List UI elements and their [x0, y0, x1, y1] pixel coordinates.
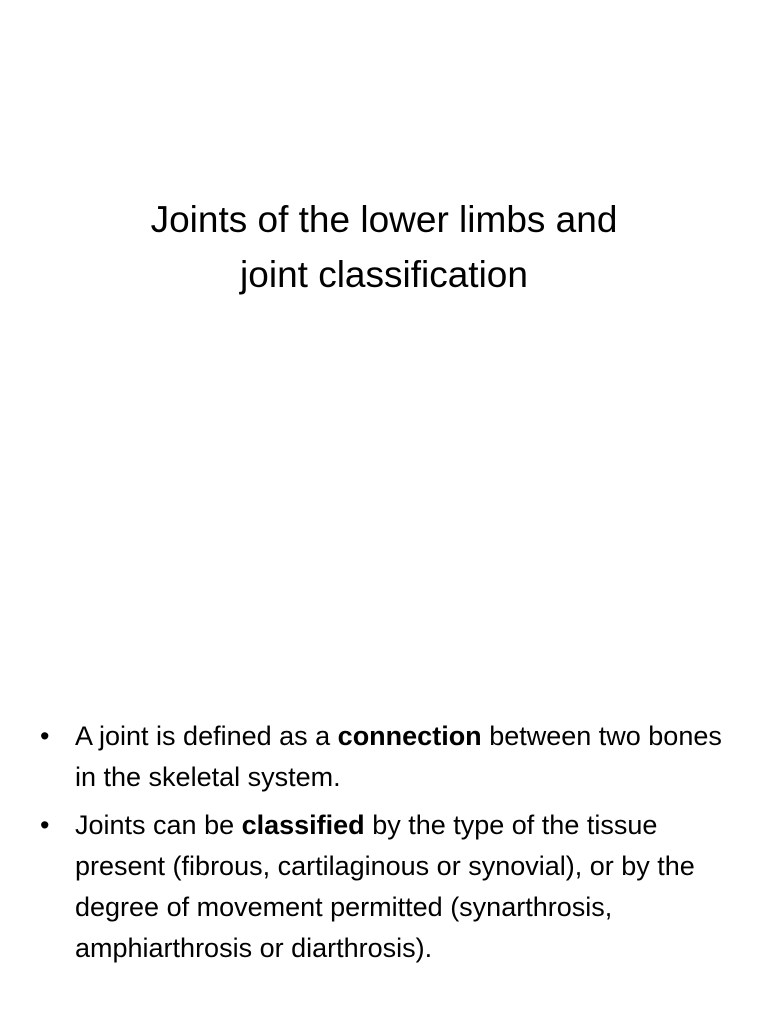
bullet-text-before: Joints can be	[75, 810, 242, 840]
bullet-text-bold: classified	[241, 810, 365, 840]
bullet-text	[75, 810, 695, 963]
bullet-text	[75, 721, 722, 792]
bullet-list	[40, 716, 740, 976]
bullet-item-classification	[40, 805, 740, 969]
slide-title-line-2: joint classification	[240, 254, 528, 295]
slide-title	[60, 192, 708, 302]
bullet-text-before: A joint is defined as a	[75, 721, 338, 751]
bullet-text-after: between two bones in the skeletal system.	[75, 721, 722, 792]
bullet-text-after: by the type of the tissue present (fibrous, cartilaginous or synovial), or by the degree of movement permitted (synarthrosis, amphiarthrosis or diarthrosis).	[75, 810, 695, 963]
slide-title-line-1: Joints of the lower limbs and	[150, 199, 618, 240]
bullet-item-definition	[40, 716, 740, 798]
bullet-marker: •	[40, 721, 50, 751]
bullet-text-bold: connection	[337, 721, 482, 751]
bullet-marker: •	[40, 810, 50, 840]
